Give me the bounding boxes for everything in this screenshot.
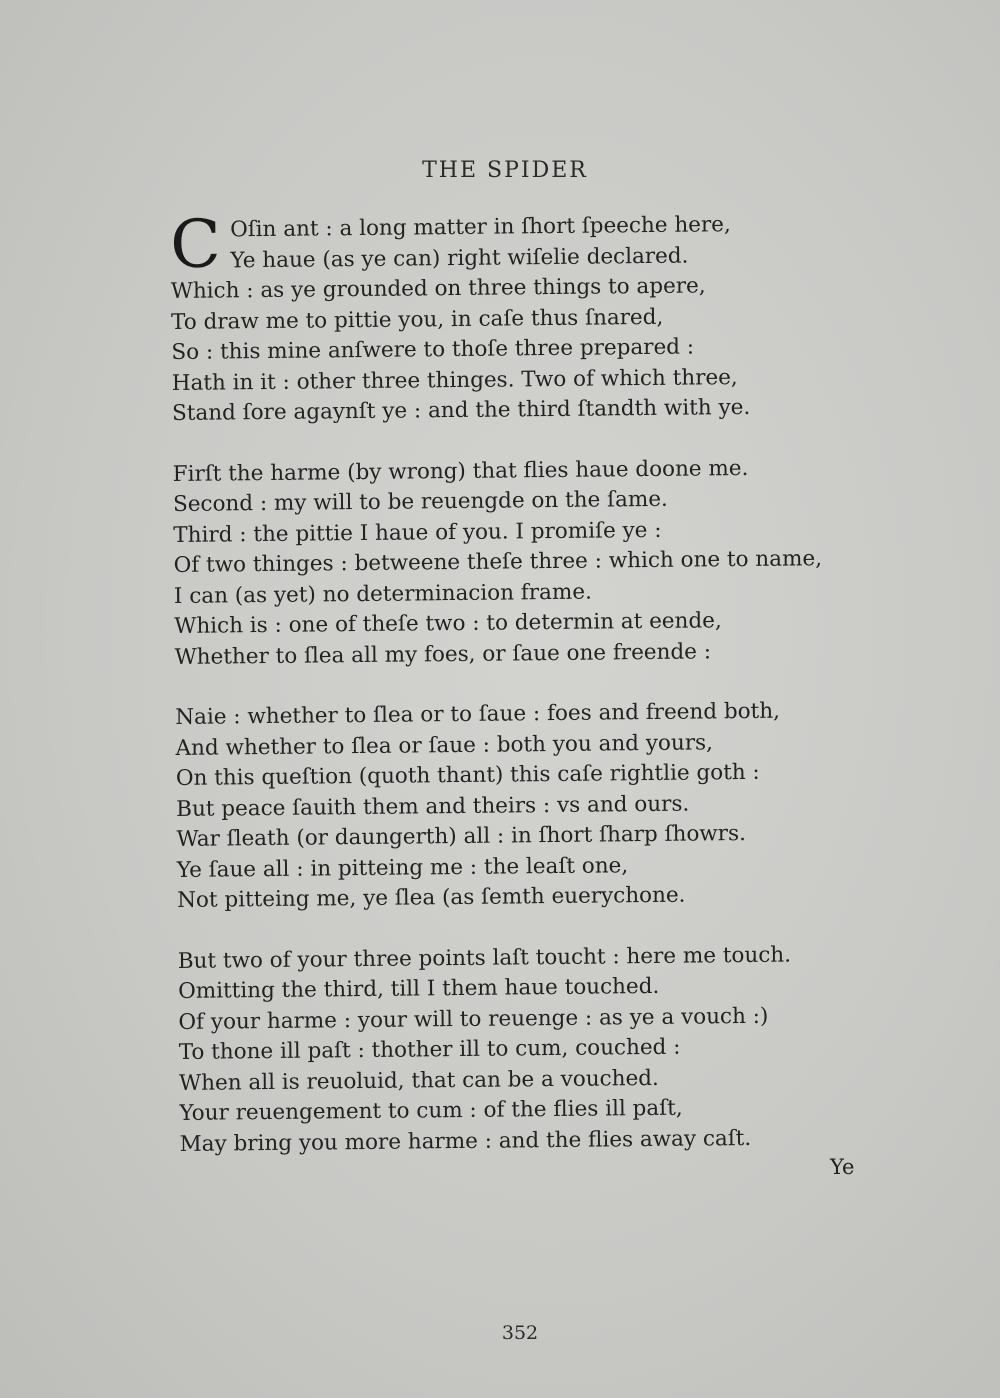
poem-line: Ye haue (as ye can) right wiſelie declared. [230,243,689,273]
catchword: Ye [830,1155,855,1179]
poem-line: Hath in it : other three thinges. Two of which three, [171,364,738,396]
poem-line: Firſt the harme (by wrong) that flies haue doone me. [172,455,749,487]
poem-line: But two of your three points laſt toucht : here me touch. [177,942,792,974]
poem-line: To draw me to pittie you, in caſe thus ſnared, [170,304,664,335]
poem-line: Ye ſaue all : in pitteing me : the leaſt one, [176,852,629,883]
poem-line: Which : as ye grounded on three things to apere, [170,273,706,304]
poem-line: Which is : one of theſe two : to determin at eende, [174,608,722,639]
poem-line: May bring you more harme : and the flies away caſt. [179,1125,752,1157]
poem-line: Third : the pittie I haue of you. I promiſe ye : [173,517,662,548]
poem-line: War ſleath (or daungerth) all : in ſhort ſharp ſhowrs. [176,821,747,852]
poem-line: Whether to ſlea all my foes, or ſaue one freende : [174,638,712,670]
poem-line: Of your harme : your will to reuenge : as ye a vouch :) [178,1003,769,1035]
poem-line: On this queſtion (quoth thant) this caſe rightlie goth : [175,759,760,791]
poem-line: Omitting the third, till I them haue touched. [177,973,660,1004]
poem-line: Your reuengement to cum : of the flies ill paſt, [179,1095,683,1126]
stanza-2 [173,452,875,673]
poem-line: When all is reuoluid, that can be a vouched. [178,1065,659,1096]
poem-line: I can (as yet) no determinacion frame. [173,579,592,609]
poem-body [169,205,880,1190]
drop-cap: C [169,205,222,283]
poem-line: So : this mine anſwere to thoſe three prepared : [171,334,695,365]
poem-line: Naie : whether to ſlea or to ſaue : foes and freend both, [175,698,781,730]
poem-line: Not pitteing me, ye ſlea (as ſemth euerychone. [177,882,686,913]
poem-line: Second : my will to be reuengde on the ſame. [172,486,668,517]
poem-line: And whether to ſlea or ſaue : both you and yours, [175,729,714,761]
poem-line: Of two thinges : betweene theſe three : which one to name, [173,546,823,578]
stanza-4 [178,939,880,1160]
poem-line: But peace ſauith them and theirs : vs and ours. [176,791,690,822]
stanza-3 [175,696,877,917]
page-number: 352 [501,1322,539,1344]
poem-line: To thone ill paſt : thother ill to cum, couched : [178,1034,681,1065]
poem-line: Oſin ant : a long matter in ſhort ſpeeche here, [230,212,731,243]
poem-line: Stand ſore agaynſt ye : and the third ſtandth with ye. [171,394,751,426]
stanza-1 [169,205,872,430]
poem-title: THE SPIDER [422,158,588,183]
